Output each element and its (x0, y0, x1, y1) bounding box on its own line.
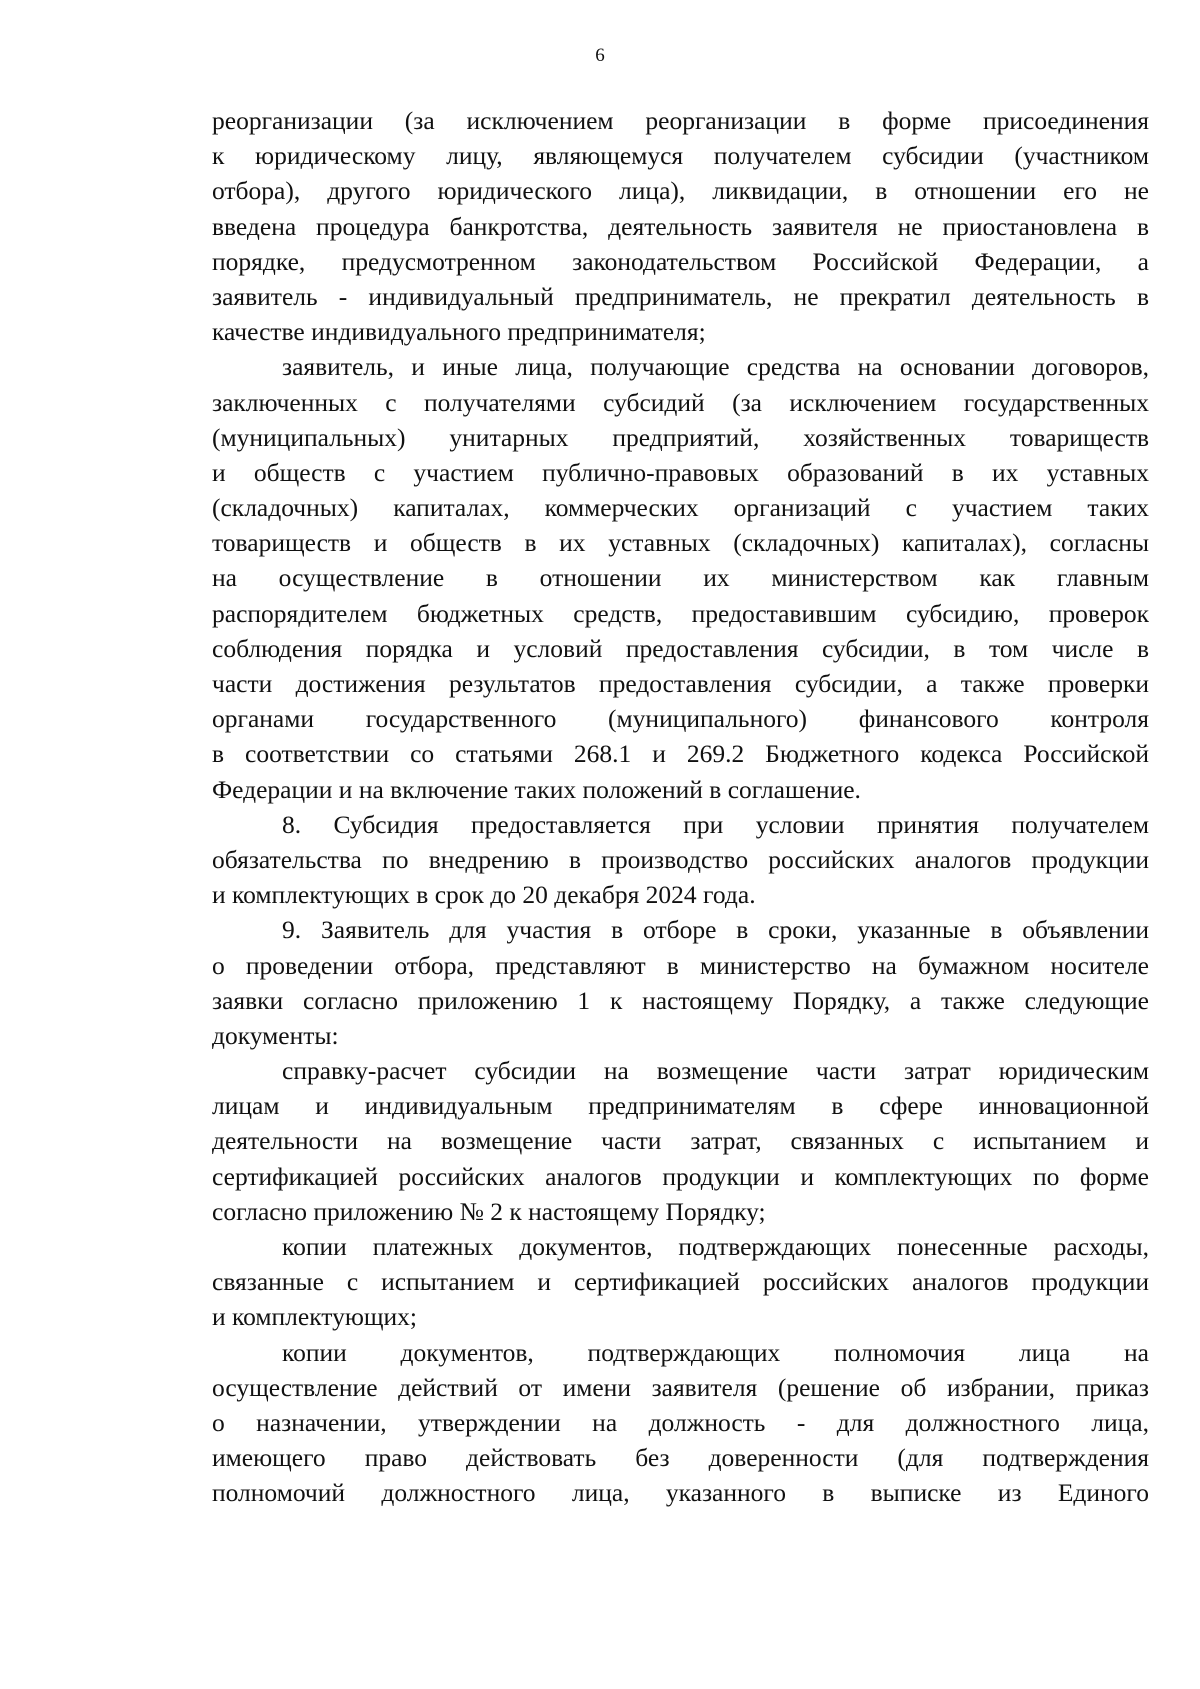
text-line: связанные с испытанием и сертификацией российских аналогов продукции (212, 1267, 1149, 1297)
text-line: копии документов, подтверждающих полномочия лица на (282, 1337, 1149, 1367)
document-body (212, 103, 1149, 1511)
text-line: копии платежных документов, подтверждающих понесенные расходы, (282, 1232, 1149, 1261)
text-line: заявитель, и иные лица, получающие средства на основании договоров, (282, 352, 1149, 382)
text-line: части достижения результатов предоставления субсидии, а также проверки (212, 669, 1149, 698)
text-line: полномочий должностного лица, указанного в выписке из Единого (212, 1478, 1149, 1508)
text-line: распорядителем бюджетных средств, предоставившим субсидию, проверок (212, 598, 1149, 628)
text-line: заявитель - индивидуальный предприниматель, не прекратил деятельность в (212, 281, 1149, 311)
text-line: справку-расчет субсидии на возмещение части затрат юридическим (282, 1056, 1149, 1086)
text-line: порядке, предусмотренном законодательством Российской Федерации, а (212, 246, 1149, 276)
text-line: органами государственного (муниципального) финансового контроля (212, 704, 1149, 734)
paragraph (212, 103, 1149, 349)
paragraph (212, 912, 1149, 1053)
text-line: осуществление действий от имени заявителя (решение об избрании, приказ (212, 1372, 1149, 1402)
text-line: и комплектующих; (212, 1302, 417, 1332)
paragraph (212, 1229, 1149, 1335)
text-line: 9. Заявитель для участия в отборе в сроки, указанные в объявлении (282, 915, 1149, 945)
text-line: лицам и индивидуальным предпринимателям в сфере инновационной (212, 1091, 1149, 1121)
text-line: товариществ и обществ в их уставных (складочных) капиталах), согласны (212, 528, 1149, 558)
text-line: согласно приложению № 2 к настоящему Порядку; (212, 1196, 766, 1226)
text-line: качестве индивидуального предпринимателя; (212, 317, 706, 347)
text-line: отбора), другого юридического лица), ликвидации, в отношении его не (212, 176, 1149, 206)
text-line: сертификацией российских аналогов продукции и комплектующих по форме (212, 1161, 1149, 1191)
text-line: реорганизации (за исключением реорганизации в форме присоединения (212, 106, 1149, 135)
text-line: и комплектующих в срок до 20 декабря 2024 года. (212, 880, 756, 910)
text-line: на осуществление в отношении их министерством как главным (212, 563, 1149, 593)
paragraph (212, 1053, 1149, 1229)
text-line: о проведении отбора, представляют в министерство на бумажном носителе (212, 950, 1149, 980)
paragraph (212, 349, 1149, 806)
text-line: деятельности на возмещение части затрат, связанных с испытанием и (212, 1126, 1149, 1156)
text-line: имеющего право действовать без доверенности (для подтверждения (212, 1443, 1149, 1473)
paragraph (212, 807, 1149, 913)
text-line: документы: (212, 1020, 339, 1050)
text-line: о назначении, утверждении на должность - для должностного лица, (212, 1407, 1149, 1437)
text-line: 8. Субсидия предоставляется при условии принятия получателем (282, 809, 1149, 839)
text-line: Федерации и на включение таких положений в соглашение. (212, 774, 861, 804)
page-number: 6 (595, 45, 605, 66)
text-line: заключенных с получателями субсидий (за исключением государственных (212, 387, 1149, 417)
text-line: обязательства по внедрению в производство российских аналогов продукции (212, 844, 1149, 874)
text-line: и обществ с участием публично-правовых образований в их уставных (212, 457, 1149, 487)
text-line: соблюдения порядка и условий предоставления субсидии, в том числе в (212, 633, 1149, 663)
paragraph (212, 1335, 1149, 1511)
text-line: введена процедура банкротства, деятельность заявителя не приостановлена в (212, 211, 1149, 241)
text-line: (складочных) капиталах, коммерческих организаций с участием таких (212, 493, 1149, 523)
text-line: в соответствии со статьями 268.1 и 269.2 Бюджетного кодекса Российской (212, 739, 1149, 769)
text-line: заявки согласно приложению 1 к настоящему Порядку, а также следующие (212, 985, 1149, 1015)
text-line: к юридическому лицу, являющемуся получателем субсидии (участником (212, 141, 1149, 171)
text-line: (муниципальных) унитарных предприятий, хозяйственных товариществ (212, 422, 1149, 452)
